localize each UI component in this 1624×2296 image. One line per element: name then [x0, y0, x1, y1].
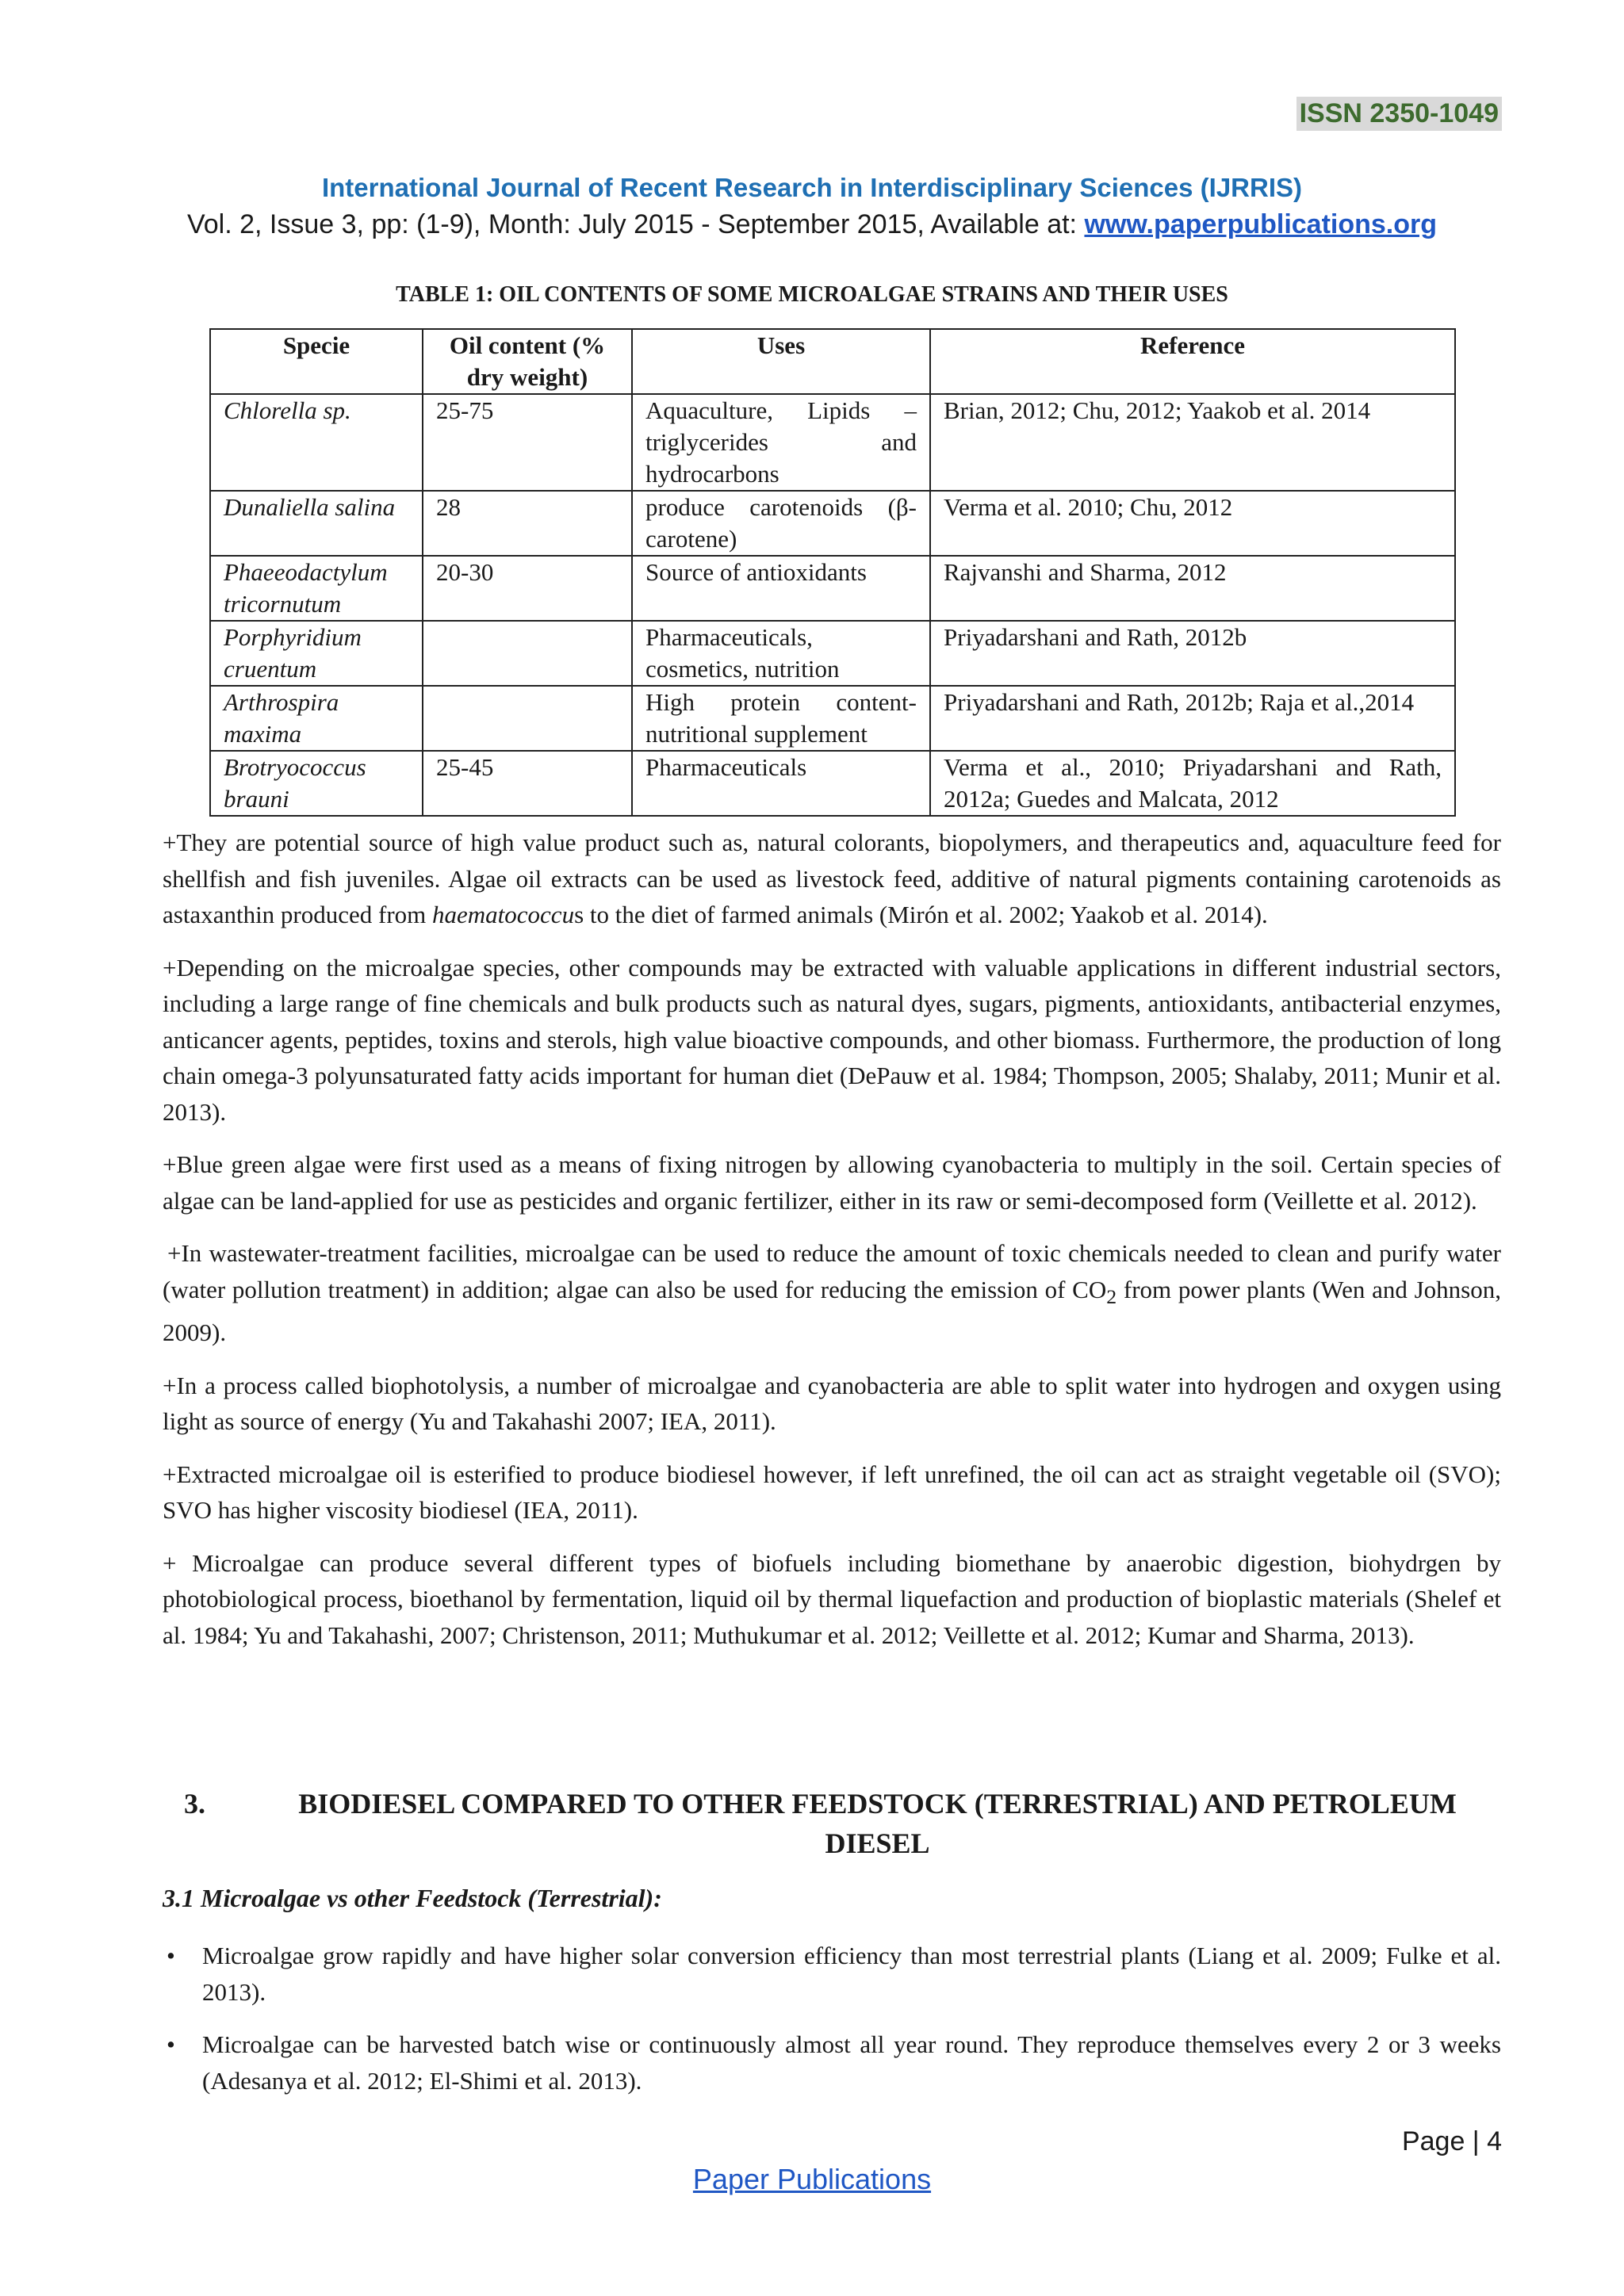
cell-reference: Brian, 2012; Chu, 2012; Yaakob et al. 2014: [930, 394, 1455, 491]
table-row: [210, 556, 1455, 621]
table-row: [210, 686, 1455, 751]
cell-reference: Verma et al., 2010; Priyadarshani and Rath, 2012a; Guedes and Malcata, 2012: [930, 751, 1455, 816]
cell-uses: produce carotenoids (β-carotene): [632, 491, 930, 556]
cell-reference: Priyadarshani and Rath, 2012b: [930, 621, 1455, 686]
oil-content-table: [209, 328, 1456, 817]
table-caption: TABLE 1: OIL CONTENTS OF SOME MICROALGAE STRAINS AND THEIR USES: [396, 282, 1228, 307]
paragraph-wastewater: [163, 1235, 1501, 1351]
subscript: 2: [1106, 1284, 1117, 1308]
page-number: Page | 4: [1401, 2126, 1502, 2156]
cell-oil-content: [423, 686, 632, 751]
cell-reference: Rajvanshi and Sharma, 2012: [930, 556, 1455, 621]
cell-reference: Priyadarshani and Rath, 2012b; Raja et al.,2014: [930, 686, 1455, 751]
cell-specie: Arthrospira maxima: [210, 686, 423, 751]
list-item-text: Microalgae grow rapidly and have higher solar conversion efficiency than most terrestrial plants (Liang et al. 2009; Fulke et al. 2013).: [202, 1942, 1501, 2006]
table-row: [210, 491, 1455, 556]
table-row: [210, 394, 1455, 491]
list-item: [163, 2026, 1501, 2099]
italic-term: haematococcu: [432, 901, 575, 928]
issn-label: ISSN 2350-1049: [1297, 97, 1502, 131]
paragraph-text: s to the diet of farmed animals (Mirón et al. 2002; Yaakob et al. 2014).: [574, 901, 1268, 928]
bullet-icon: •: [167, 2030, 175, 2058]
paragraph-text: +They are potential source of high value product such as, natural colorants, biopolymers, and therapeutics and, aquaculture feed for shellfish and fish juveniles. Algae oil extracts can be used as livestock feed, additive of natural pigments containing carotenoids as astaxanthin produced from: [163, 828, 1501, 928]
cell-uses: Pharmaceuticals, cosmetics, nutrition: [632, 621, 930, 686]
section-title: BIODIESEL COMPARED TO OTHER FEEDSTOCK (TERRESTRIAL) AND PETROLEUM DIESEL: [298, 1788, 1457, 1859]
cell-specie: Brotryococcus brauni: [210, 751, 423, 816]
paragraph-blue-green-algae: +Blue green algae were first used as a means of fixing nitrogen by allowing cyanobacteria to multiply in the soil. Certain species of algae can be land-applied for use as pesticides and organic fertilizer, either in its raw or semi-decomposed form (Veillette et al. 2012).: [163, 1150, 1501, 1215]
cell-uses: Aquaculture, Lipids – triglycerides and hydrocarbons: [632, 394, 930, 491]
cell-oil-content: 28: [423, 491, 632, 556]
paragraph-text: +In wastewater-treatment facilities, microalgae can be used to reduce the amount of toxic chemicals needed to clean and purify water (water pollution treatment) in addition; algae can also be used for reducing the emission of CO: [163, 1239, 1501, 1303]
section-number: 3.: [184, 1788, 205, 1820]
paragraph-high-value-products: [163, 825, 1501, 933]
body-text: [163, 825, 1501, 1670]
table-header-row: [210, 329, 1455, 394]
column-header-specie: Specie: [210, 329, 423, 394]
cell-specie: Dunaliella salina: [210, 491, 423, 556]
journal-details: [0, 209, 1624, 240]
list-item-text: Microalgae can be harvested batch wise or continuously almost all year round. They reproduce themselves every 2 or 3 weeks (Adesanya et al. 2012; El-Shimi et al. 2013).: [202, 2030, 1501, 2095]
journal-title: International Journal of Recent Research in Interdisciplinary Sciences (IJRRIS): [321, 173, 1303, 202]
cell-oil-content: 25-45: [423, 751, 632, 816]
cell-oil-content: 20-30: [423, 556, 632, 621]
cell-specie: Porphyridium cruentum: [210, 621, 423, 686]
paragraph-biophotolysis: +In a process called biophotolysis, a number of microalgae and cyanobacteria are able to split water into hydrogen and oxygen using light as source of energy (Yu and Takahashi 2007; IEA, 2011).: [163, 1371, 1501, 1436]
cell-oil-content: [423, 621, 632, 686]
journal-website-link[interactable]: www.paperpublications.org: [1084, 209, 1438, 239]
column-header-reference: Reference: [930, 329, 1455, 394]
paragraph-extracted-oil: +Extracted microalgae oil is esterified to produce biodiesel however, if left unrefined, the oil can act as straight vegetable oil (SVO); SVO has higher viscosity biodiesel (IEA, 2011).: [163, 1460, 1501, 1525]
column-header-uses: Uses: [632, 329, 930, 394]
cell-uses: Source of antioxidants: [632, 556, 930, 621]
paragraph-extracted-compounds: +Depending on the microalgae species, other compounds may be extracted with valuable applications in different industrial sectors, including a large range of fine chemicals and bulk products such as natural dyes, sugars, pigments, antioxidants, antibacterial enzymes, anticancer agents, peptides, toxins and sterols, high value bioactive compounds, and other biomass. Furthermore, the production of long chain omega-3 polyunsaturated fatty acids important for human diet (DePauw et al. 1984; Thompson, 2005; Shalaby, 2011; Munir et al. 2013).: [163, 953, 1501, 1126]
journal-issue-info: Vol. 2, Issue 3, pp: (1-9), Month: July 2015 - September 2015, Available at:: [186, 209, 1085, 239]
cell-oil-content: 25-75: [423, 394, 632, 491]
column-header-oil-content: Oil content (% dry weight): [423, 329, 632, 394]
bullet-list: [163, 1938, 1501, 2115]
cell-reference: Verma et al. 2010; Chu, 2012: [930, 491, 1455, 556]
list-item: [163, 1938, 1501, 2010]
table-row: [210, 621, 1455, 686]
cell-uses: High protein content-nutritional supplement: [632, 686, 930, 751]
table-row: [210, 751, 1455, 816]
footer-publisher-link[interactable]: Paper Publications: [692, 2163, 932, 2195]
cell-uses: Pharmaceuticals: [632, 751, 930, 816]
cell-specie: Chlorella sp.: [210, 394, 423, 491]
subsection-heading: 3.1 Microalgae vs other Feedstock (Terrestrial):: [163, 1884, 662, 1912]
section-heading: [163, 1784, 1501, 1863]
bullet-icon: •: [167, 1942, 175, 1969]
paragraph-biofuels: + Microalgae can produce several different types of biofuels including biomethane by anaerobic digestion, biohydrgen by photobiological process, bioethanol by fermentation, liquid oil by thermal liquefaction and production of bioplastic materials (Shelef et al. 1984; Yu and Takahashi, 2007; Christenson, 2011; Muthukumar et al. 2012; Veillette et al. 2012; Kumar and Sharma, 2013).: [163, 1548, 1501, 1649]
paragraph-text: from power plants (Wen and Johnson, 2009).: [163, 1275, 1501, 1347]
cell-specie: Phaeeodactylum tricornutum: [210, 556, 423, 621]
